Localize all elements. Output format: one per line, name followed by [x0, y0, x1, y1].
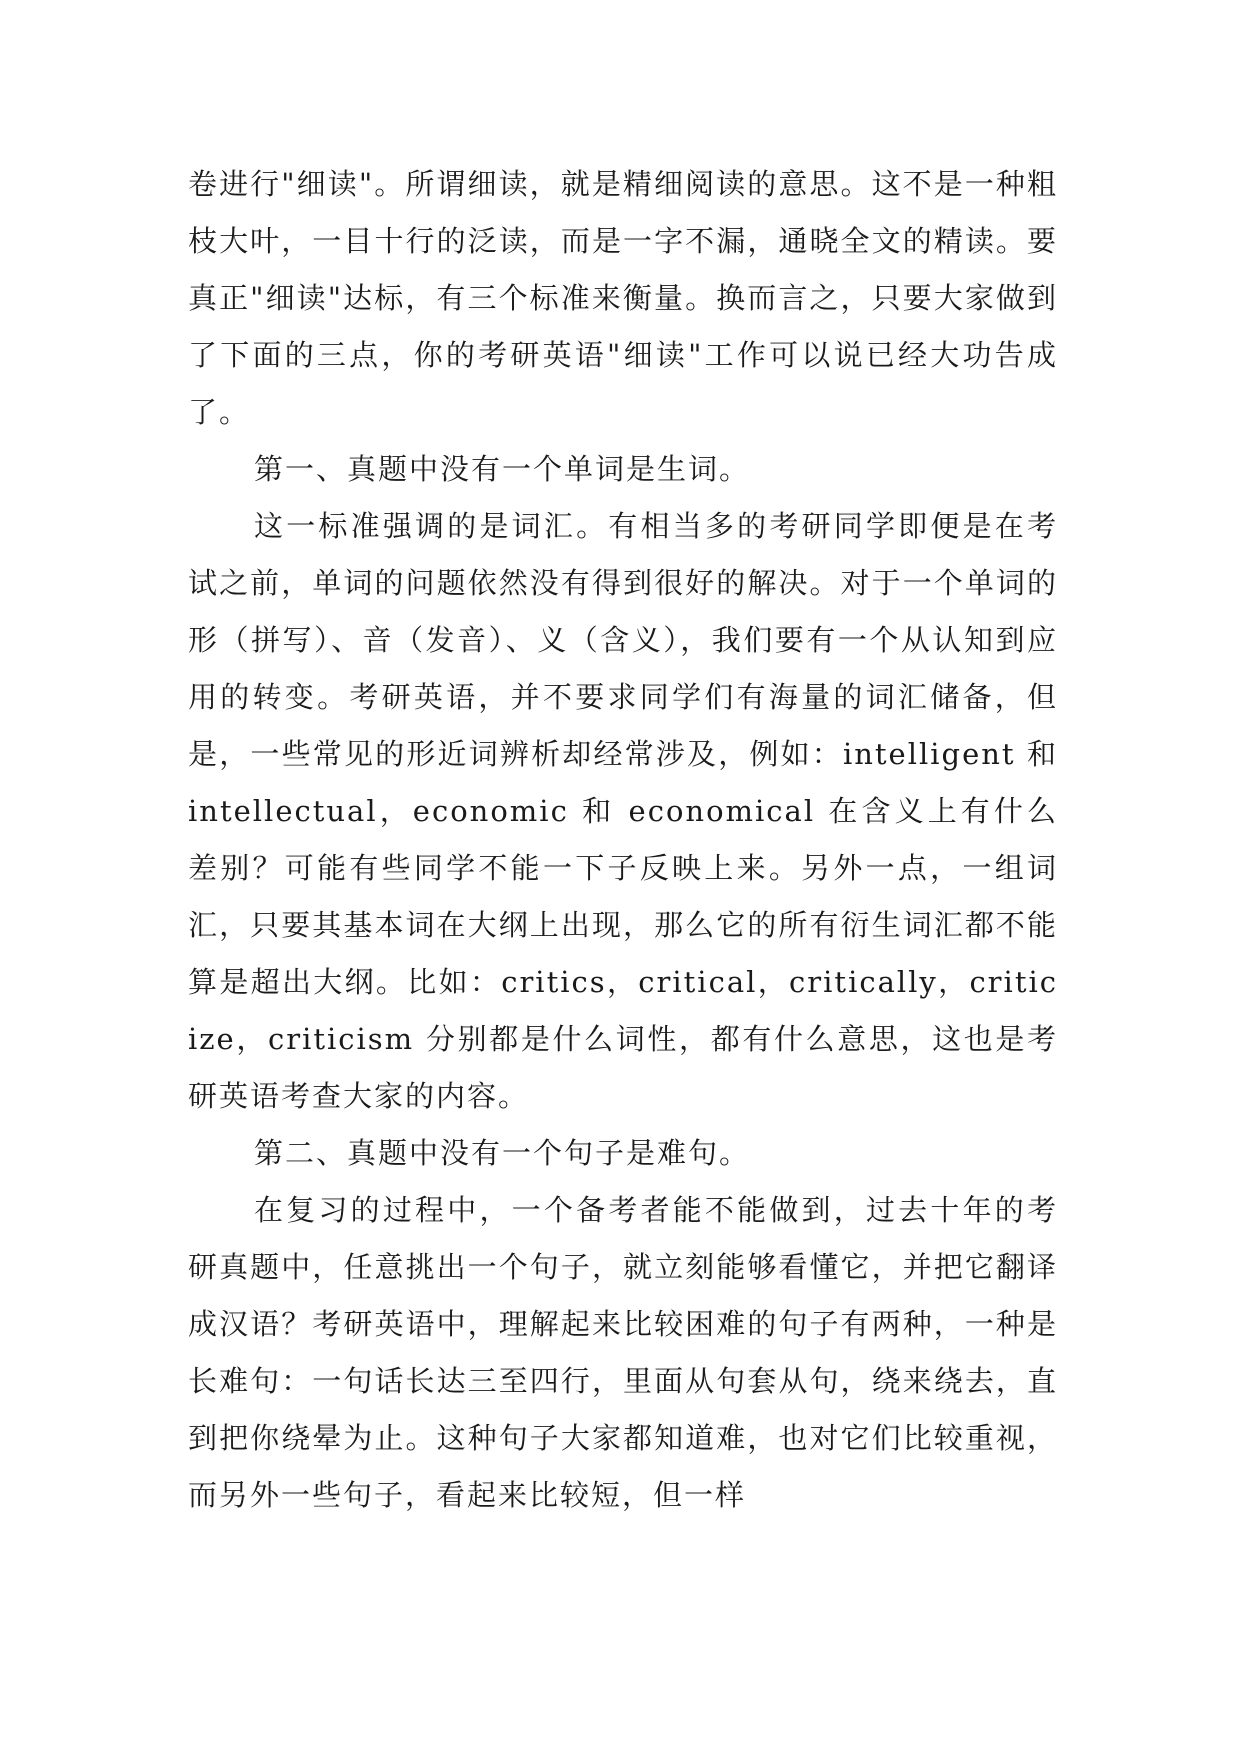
- document-body: [188, 156, 1058, 1524]
- paragraph-intro: 卷进行"细读"。所谓细读，就是精细阅读的意思。这不是一种粗枝大叶，一目十行的泛读，而是一字不漏，通晓全文的精读。要真正"细读"达标，有三个标准来衡量。换而言之，只要大家做到了下面的三点，你的考研英语"细读"工作可以说已经大功告成了。: [188, 167, 1058, 429]
- paragraph-vocabulary: 这一标准强调的是词汇。有相当多的考研同学即便是在考试之前，单词的问题依然没有得到很好的解决。对于一个单词的形（拼写）、音（发音）、义（含义），我们要有一个从认知到应用的转变。考研英语，并不要求同学们有海量的词汇储备，但是，一些常见的形近词辨析却经常涉及，例如：intelligent 和 intellectual，economic 和 economical 在含义上有什么差别？可能有些同学不能一下子反映上来。另外一点，一组词汇，只要其基本词在大纲上出现，那么它的所有衍生词汇都不能算是超出大纲。比如：critics，critical，critically，criticize，criticism 分别都是什么词性，都有什么意思，这也是考研英语考查大家的内容。: [188, 509, 1058, 1113]
- section-heading-2: 第二、真题中没有一个句子是难句。: [254, 1136, 751, 1170]
- paragraph-sentences: 在复习的过程中，一个备考者能不能做到，过去十年的考研真题中，任意挑出一个句子，就立刻能够看懂它，并把它翻译成汉语？考研英语中，理解起来比较困难的句子有两种，一种是长难句：一句话长达三至四行，里面从句套从句，绕来绕去，直到把你绕晕为止。这种句子大家都知道难，也对它们比较重视，而另外一些句子，看起来比较短，但一样: [188, 1193, 1058, 1512]
- section-heading-1: 第一、真题中没有一个单词是生词。: [254, 452, 751, 486]
